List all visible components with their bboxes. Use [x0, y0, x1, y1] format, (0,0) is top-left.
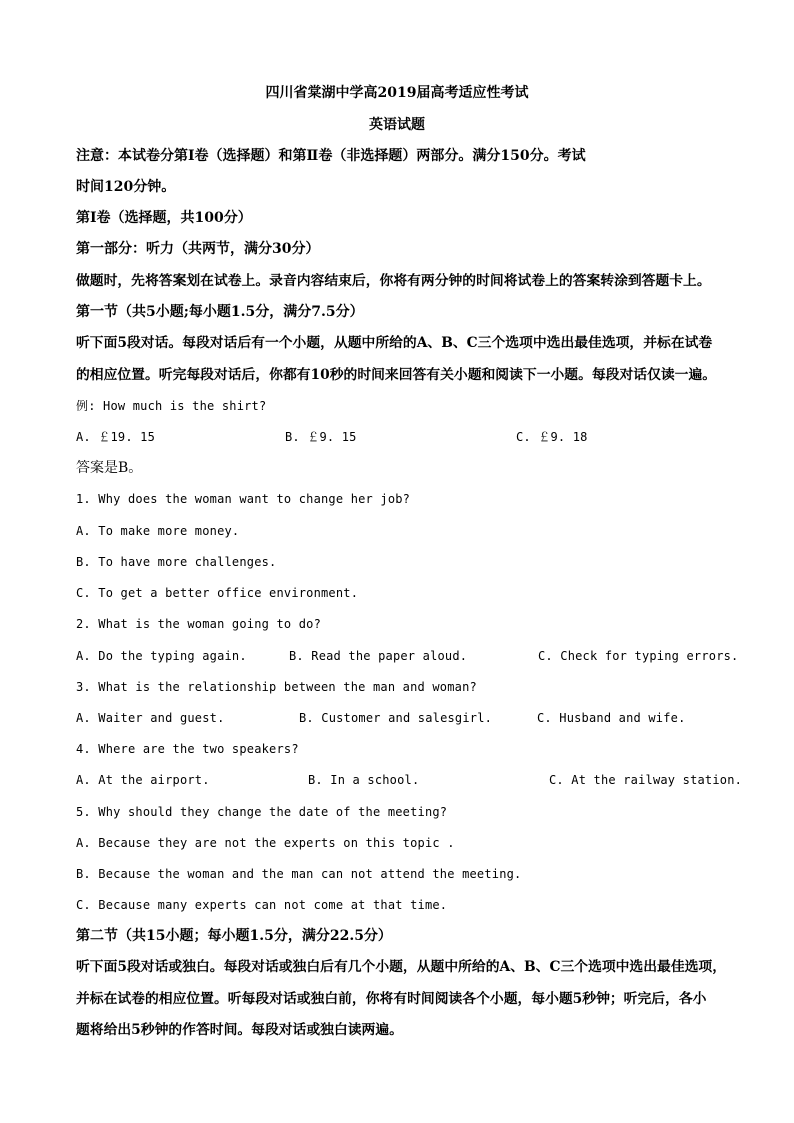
exam-subtitle: 英语试题: [369, 117, 425, 133]
sub1-title: 第一节（共5小题;每小题1.5分，满分7.5分）: [76, 304, 364, 320]
q1-option-a: A. To make more money.: [76, 524, 240, 538]
section1-title: 第一部分：听力（共两节，满分30分）: [76, 241, 320, 257]
q1-option-c: C. To get a better office environment.: [76, 586, 359, 600]
sub2-instruction-1: 听下面5段对话或独白。每段对话或独白后有几个小题，从题中所给的A、B、C三个选项中选出最佳选项，: [76, 959, 727, 975]
q2-option-c: C. Check for typing errors.: [538, 649, 739, 663]
example-option-a: A. ￡19. 15: [76, 430, 156, 444]
example-answer: 答案是B。: [76, 460, 143, 476]
q5-option-b: B. Because the woman and the man can not attend the meeting.: [76, 867, 522, 881]
q3-option-b: B. Customer and salesgirl.: [299, 711, 493, 725]
exam-title: 四川省棠湖中学高2019届高考适应性考试: [265, 85, 529, 101]
q4-text: 4. Where are the two speakers?: [76, 742, 299, 756]
q2-option-a: A. Do the typing again.: [76, 649, 247, 663]
q5-option-a: A. Because they are not the experts on this topic .: [76, 836, 455, 850]
q2-option-b: B. Read the paper aloud.: [289, 649, 468, 663]
sub2-title: 第二节（共15小题；每小题1.5分，满分22.5分）: [76, 928, 392, 944]
q2-text: 2. What is the woman going to do?: [76, 617, 322, 631]
notice-line-1: 注意：本试卷分第Ⅰ卷（选择题）和第Ⅱ卷（非选择题）两部分。满分150分。考试: [76, 148, 586, 164]
q5-option-c: C. Because many experts can not come at that time.: [76, 898, 448, 912]
q4-option-c: C. At the railway station.: [549, 773, 743, 787]
sub1-instruction-2: 的相应位置。听完每段对话后，你都有10秒的时间来回答有关小题和阅读下一小题。每段对话仅读一遍。: [76, 367, 717, 383]
q3-text: 3. What is the relationship between the man and woman?: [76, 680, 477, 694]
q1-text: 1. Why does the woman want to change her job?: [76, 492, 411, 506]
sub2-instruction-2: 并标在试卷的相应位置。听每段对话或独白前，你将有时间阅读各个小题，每小题5秒钟；听完后，各小: [76, 991, 707, 1007]
q4-option-a: A. At the airport.: [76, 773, 210, 787]
part1-title: 第Ⅰ卷（选择题，共100分）: [76, 210, 252, 226]
notice-line-2: 时间120分钟。: [76, 179, 176, 195]
q3-option-c: C. Husband and wife.: [537, 711, 686, 725]
q1-option-b: B. To have more challenges.: [76, 555, 277, 569]
section1-instruction: 做题时，先将答案划在试卷上。录音内容结束后，你将有两分钟的时间将试卷上的答案转涂到答题卡上。: [76, 273, 711, 289]
q3-option-a: A. Waiter and guest.: [76, 711, 225, 725]
q5-text: 5. Why should they change the date of the meeting?: [76, 805, 448, 819]
sub2-instruction-3: 题将给出5秒钟的作答时间。每段对话或独白读两遍。: [76, 1022, 403, 1038]
example-option-c: C. ￡9. 18: [516, 430, 588, 444]
sub1-instruction-1: 听下面5段对话。每段对话后有一个小题，从题中所给的A、B、C三个选项中选出最佳选项，并标在试卷: [76, 335, 713, 351]
q4-option-b: B. In a school.: [308, 773, 420, 787]
example-option-b: B. ￡9. 15: [285, 430, 357, 444]
example-question: 例: How much is the shirt?: [76, 399, 267, 413]
